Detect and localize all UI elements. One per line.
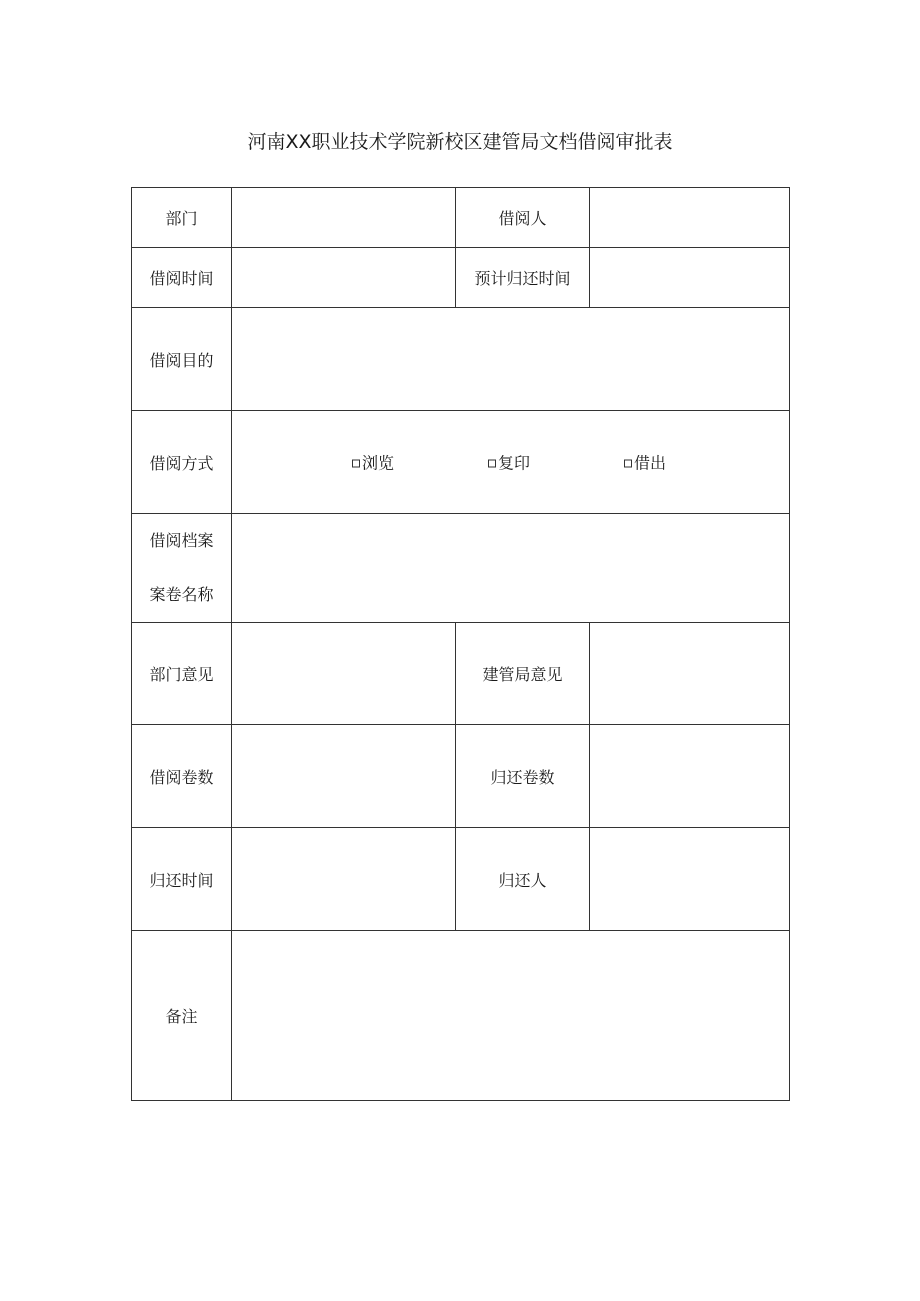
- dept-opinion-label: 部门意见: [132, 623, 232, 725]
- method-copy-option[interactable]: [488, 451, 530, 474]
- method-label: 借阅方式: [132, 411, 232, 514]
- approval-form-table: [131, 187, 790, 1101]
- borrow-volumes-field[interactable]: [232, 725, 456, 828]
- returner-label: 归还人: [456, 828, 590, 931]
- checkbox-icon[interactable]: [624, 459, 632, 467]
- checkbox-icon[interactable]: [488, 459, 496, 467]
- remarks-field[interactable]: [232, 931, 790, 1101]
- row-opinions: [132, 623, 790, 725]
- purpose-field[interactable]: [232, 308, 790, 411]
- archive-name-label: [132, 514, 232, 623]
- archive-name-field[interactable]: [232, 514, 790, 623]
- row-department: [132, 188, 790, 248]
- bureau-opinion-field[interactable]: [590, 623, 790, 725]
- bureau-opinion-label: 建管局意见: [456, 623, 590, 725]
- checkbox-icon[interactable]: [352, 459, 360, 467]
- document-title: 河南XX职业技术学院新校区建管局文档借阅审批表: [247, 131, 673, 153]
- method-lend-label: 借出: [634, 453, 667, 473]
- row-purpose: [132, 308, 790, 411]
- remarks-label: 备注: [132, 931, 232, 1101]
- returner-field[interactable]: [590, 828, 790, 931]
- expected-return-field[interactable]: [590, 248, 790, 308]
- row-remarks: [132, 931, 790, 1101]
- method-copy-label: 复印: [498, 453, 531, 473]
- department-field[interactable]: [232, 188, 456, 248]
- dept-opinion-field[interactable]: [232, 623, 456, 725]
- method-options: [232, 411, 790, 514]
- method-browse-option[interactable]: [352, 451, 394, 474]
- row-volumes: [132, 725, 790, 828]
- row-archive-name: [132, 514, 790, 623]
- return-time-label: 归还时间: [132, 828, 232, 931]
- return-volumes-field[interactable]: [590, 725, 790, 828]
- purpose-label: 借阅目的: [132, 308, 232, 411]
- archive-name-label-line1: 借阅档案: [149, 531, 214, 550]
- archive-name-label-line2: 案卷名称: [149, 585, 214, 604]
- borrow-time-field[interactable]: [232, 248, 456, 308]
- expected-return-label: 预计归还时间: [456, 248, 590, 308]
- method-browse-label: 浏览: [362, 453, 395, 473]
- borrow-time-label: 借阅时间: [132, 248, 232, 308]
- method-lend-option[interactable]: [624, 451, 666, 474]
- row-borrow-time: [132, 248, 790, 308]
- row-return: [132, 828, 790, 931]
- department-label: 部门: [132, 188, 232, 248]
- row-method: [132, 411, 790, 514]
- return-time-field[interactable]: [232, 828, 456, 931]
- borrower-label: 借阅人: [456, 188, 590, 248]
- return-volumes-label: 归还卷数: [456, 725, 590, 828]
- borrower-field[interactable]: [590, 188, 790, 248]
- borrow-volumes-label: 借阅卷数: [132, 725, 232, 828]
